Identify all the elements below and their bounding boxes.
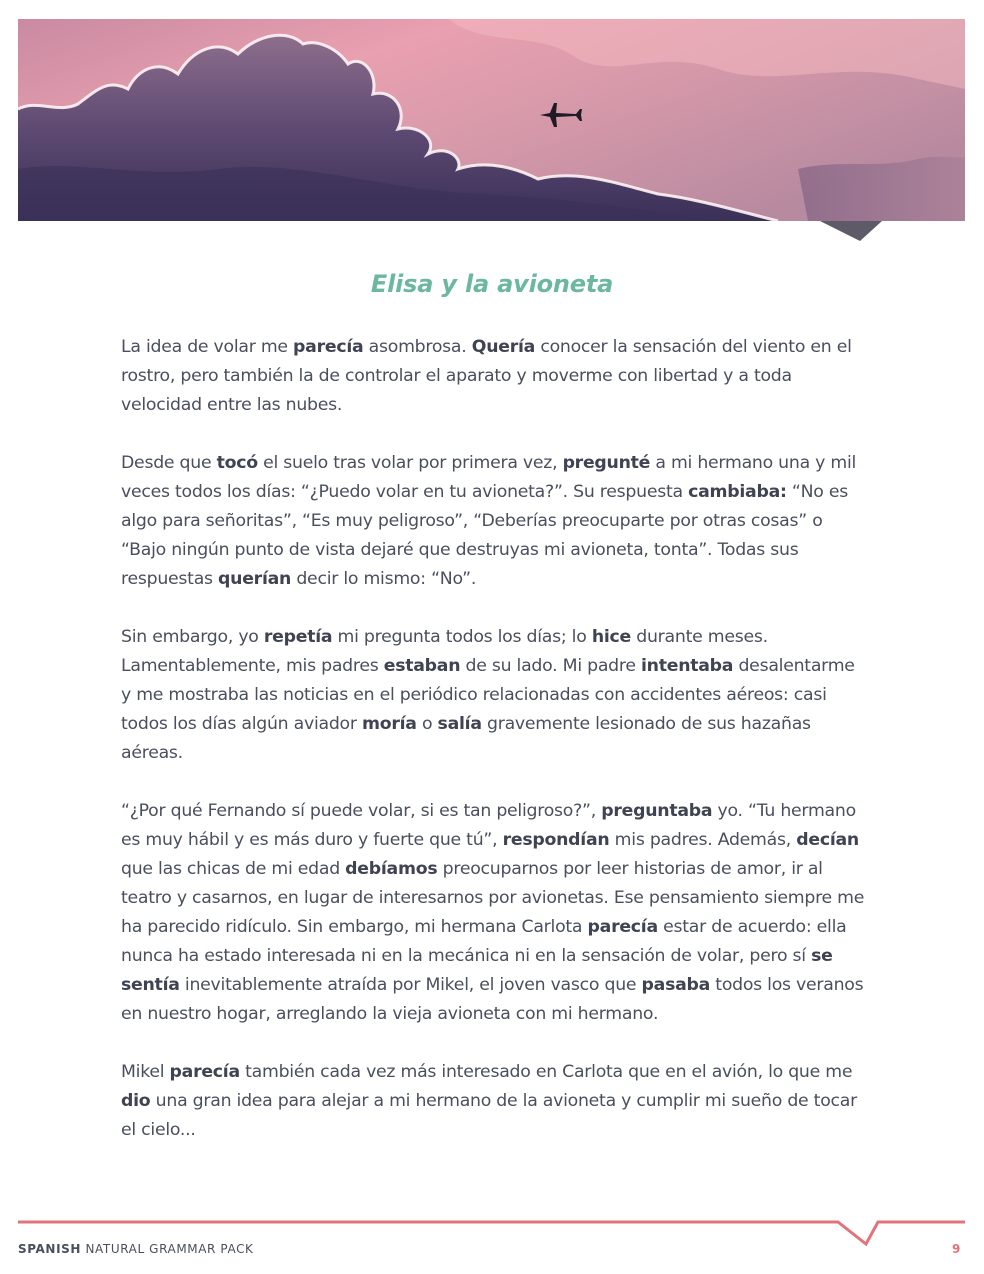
bold-verb: preguntaba — [601, 801, 713, 821]
bold-verb: hice — [591, 627, 632, 647]
footer-brand-rest: NATURAL GRAMMAR PACK — [81, 1242, 254, 1256]
bold-verb: querían — [218, 569, 292, 589]
text-segment: o — [416, 714, 438, 734]
bold-verb: se sentía — [121, 946, 833, 995]
bold-verb: parecía — [169, 1062, 240, 1082]
paragraph — [121, 797, 869, 1029]
text-segment: el suelo tras volar por primera vez, — [257, 453, 563, 473]
bold-verb: parecía — [293, 337, 364, 357]
text-segment: yo. “Tu hermano es muy hábil y es más duro y fuerte que tú”, — [121, 801, 856, 850]
bold-verb: intentaba — [641, 656, 734, 676]
text-segment: La idea de volar me — [121, 337, 294, 357]
bold-verb: respondían — [502, 830, 610, 850]
text-segment: de su lado. Mi padre — [460, 656, 641, 676]
footer-brand-bold: SPANISH — [18, 1242, 82, 1256]
bold-verb: dio — [121, 1091, 151, 1111]
text-segment: a mi hermano una y mil veces todos los días: “¿Puedo volar en tu avioneta?”. Su respuesta — [121, 453, 857, 502]
story-title: Elisa y la avioneta — [370, 270, 614, 298]
text-segment: también cada vez más interesado en Carlota que en el avión, lo que me — [239, 1062, 853, 1082]
story-body — [121, 333, 869, 1174]
text-segment: Desde que — [121, 453, 217, 473]
text-segment: Mikel — [121, 1062, 170, 1082]
bold-verb: cambiaba: — [688, 482, 787, 502]
text-segment: preocuparnos por leer historias de amor, ir al teatro y casarnos, en lugar de interesarnos por avionetas. Ese pensamiento siempre me ha parecido ridículo. Sin embargo, mi hermana Carlota — [121, 859, 865, 937]
bold-verb: decían — [796, 830, 859, 850]
text-segment: mi pregunta todos los días; lo — [332, 627, 592, 647]
text-segment: gravemente lesionado de sus hazañas aéreas. — [121, 714, 811, 763]
bold-verb: Quería — [471, 337, 536, 357]
text-segment: que las chicas de mi edad — [121, 859, 346, 879]
text-segment: Sin embargo, yo — [121, 627, 264, 647]
text-segment: decir lo mismo: “No”. — [291, 569, 477, 589]
bold-verb: estaban — [383, 656, 461, 676]
bold-verb: pasaba — [641, 975, 711, 995]
hero-image — [18, 19, 965, 221]
text-segment: durante meses. Lamentablemente, mis padres — [121, 627, 768, 676]
bold-verb: pregunté — [562, 453, 651, 473]
paragraph — [121, 1058, 869, 1145]
bold-verb: moría — [361, 714, 417, 734]
text-segment: estar de acuerdo: ella nunca ha estado interesada ni en la mecánica ni en la sensación de volar, pero sí — [121, 917, 847, 966]
hero-notch — [820, 219, 882, 243]
text-segment: asombrosa. — [363, 337, 472, 357]
text-segment: “No es algo para señoritas”, “Es muy peligroso”, “Deberías preocuparte por otras cosas” o “Bajo ningún punto de vista dejaré que destruyas mi avioneta, tonta”. Todas sus respuestas — [121, 482, 848, 589]
paragraph — [121, 333, 869, 420]
text-segment: una gran idea para alejar a mi hermano de la avioneta y cumplir mi sueño de tocar el cielo... — [121, 1091, 857, 1140]
bold-verb: tocó — [216, 453, 258, 473]
paragraph — [121, 623, 869, 768]
text-segment: inevitablemente atraída por Mikel, el joven vasco que — [179, 975, 642, 995]
text-segment: mis padres. Además, — [609, 830, 797, 850]
text-segment: todos los veranos en nuestro hogar, arreglando la vieja avioneta con mi hermano. — [121, 975, 864, 1024]
bold-verb: salía — [437, 714, 482, 734]
bold-verb: parecía — [587, 917, 658, 937]
paragraph — [121, 449, 869, 594]
bold-verb: repetía — [263, 627, 333, 647]
page-number: 9 — [952, 1242, 961, 1256]
text-segment: desalentarme y me mostraba las noticias en el periódico relacionadas con accidentes aéreos: casi todos los días algún aviador — [121, 656, 855, 734]
text-segment: “¿Por qué Fernando sí puede volar, si es tan peligroso?”, — [121, 801, 602, 821]
text-segment: conocer la sensación del viento en el rostro, pero también la de controlar el aparato y moverme con libertad y a toda velocidad entre las nubes. — [121, 337, 852, 415]
bold-verb: debíamos — [345, 859, 438, 879]
footer-brand — [18, 1242, 254, 1256]
